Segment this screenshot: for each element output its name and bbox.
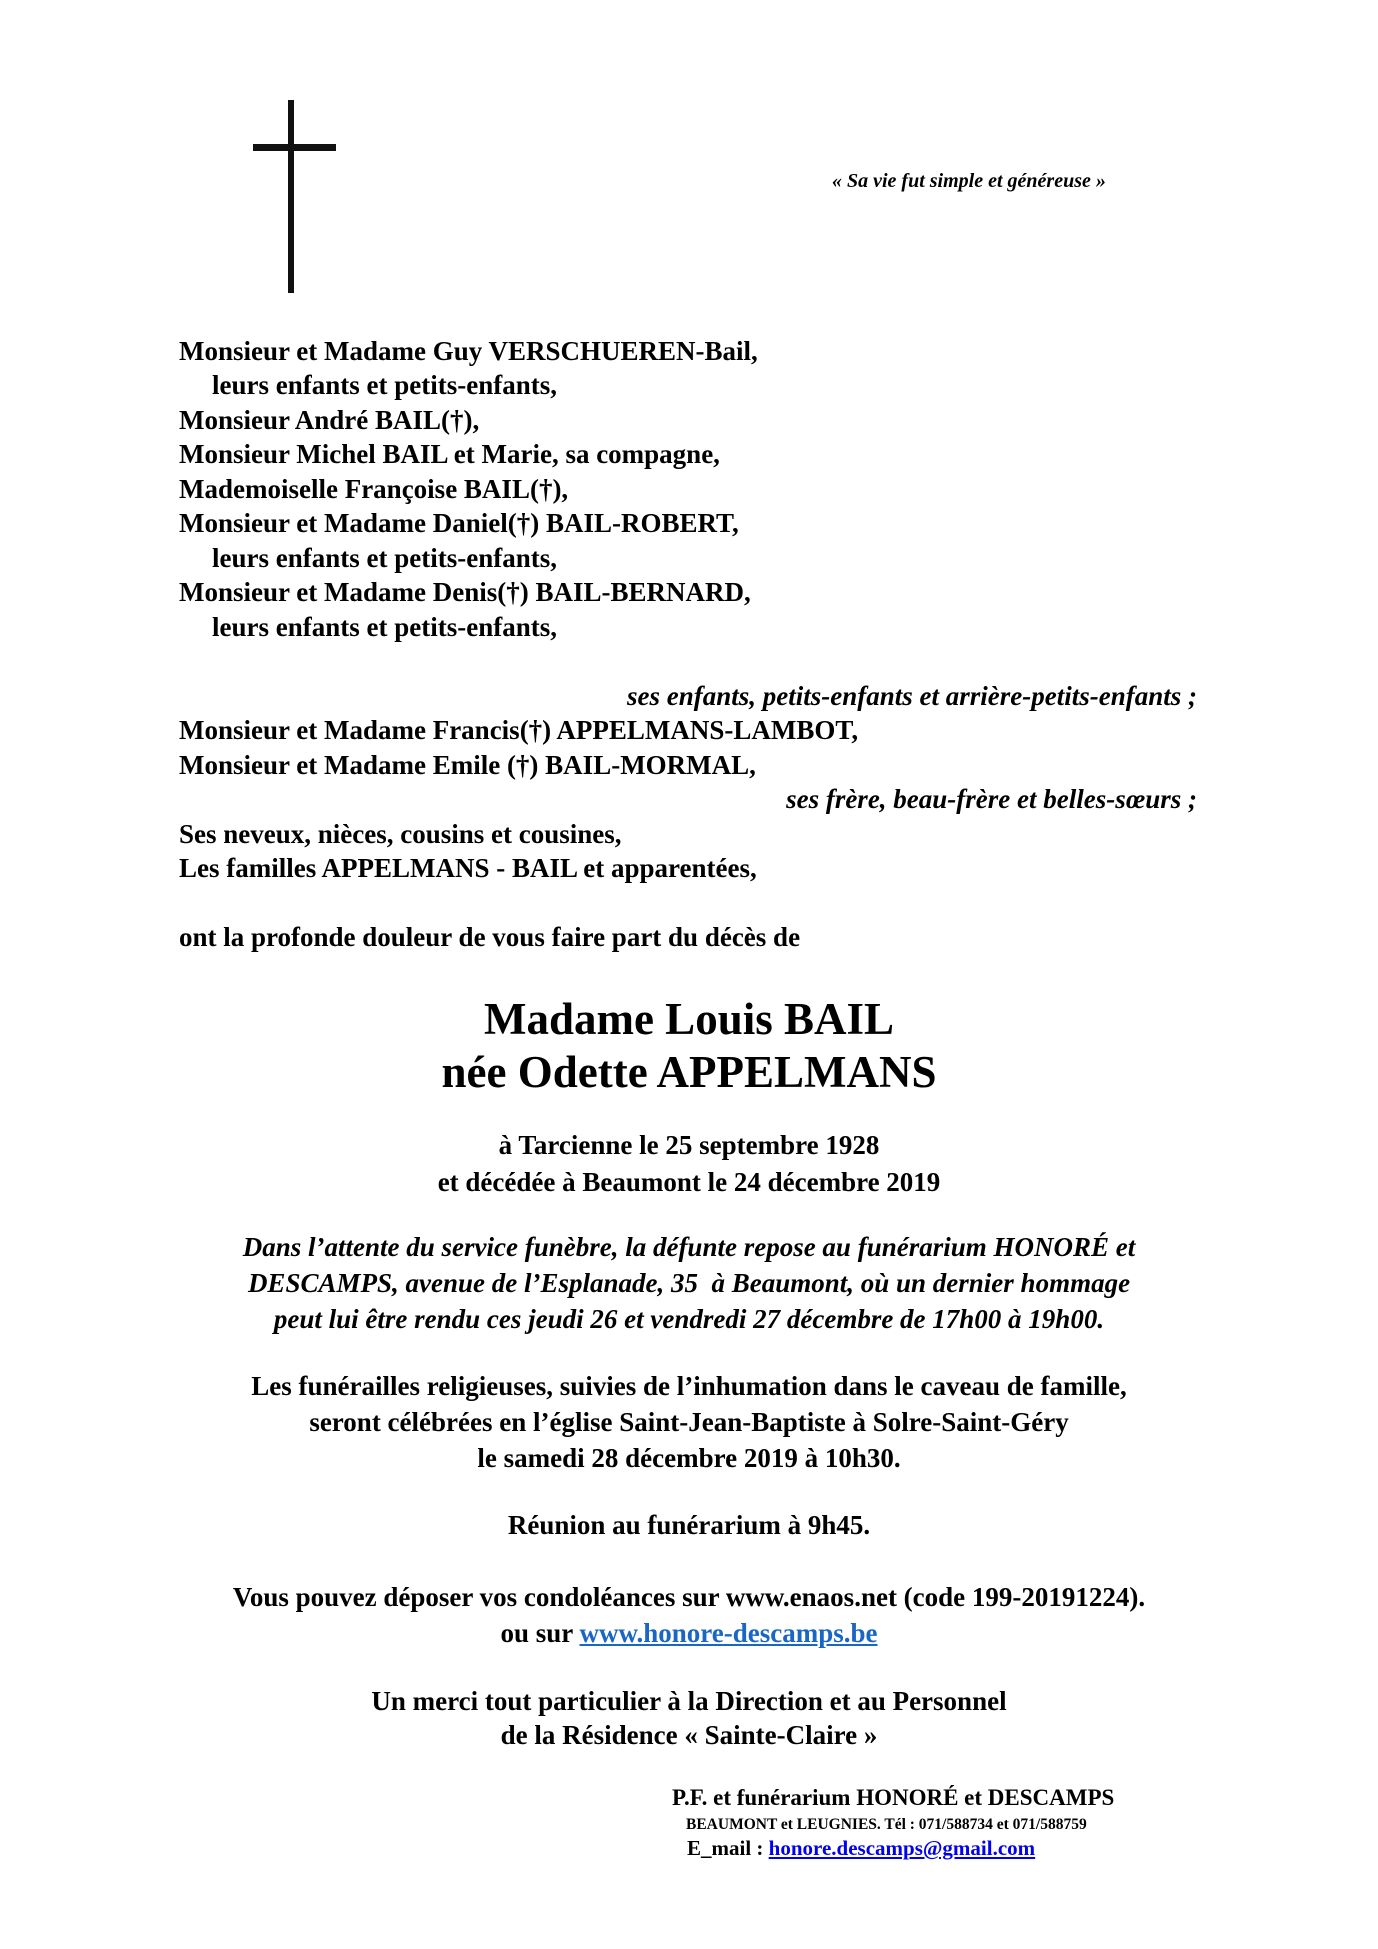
footer-company: P.F. et funérarium HONORÉ et DESCAMPS bbox=[672, 1785, 1115, 1810]
death-info: et décédée à Beaumont le 24 décembre 2019 bbox=[437, 1167, 941, 1197]
family-line: Mademoiselle Françoise BAIL(†), bbox=[179, 474, 569, 504]
deceased-maiden-name: née Odette APPELMANS bbox=[441, 1047, 937, 1097]
deceased-name: Madame Louis BAIL bbox=[483, 994, 895, 1044]
condolences-line: Vous pouvez déposer vos condoléances sur www.enaos.net (code 199-20191224). bbox=[232, 1582, 1146, 1612]
children-summary: ses enfants, petits-enfants et arrière-petits-enfants ; bbox=[627, 681, 1197, 711]
viewing-line: Dans l’attente du service funèbre, la défunte repose au funérarium HONORÉ et bbox=[242, 1232, 1136, 1262]
footer-address: BEAUMONT et LEUGNIES. Tél : 071/588734 et 071/588759 bbox=[686, 1816, 1087, 1833]
relatives-line: Les familles APPELMANS - BAIL et apparentées, bbox=[179, 853, 757, 883]
sibling-line: Monsieur et Madame Emile (†) BAIL-MORMAL, bbox=[179, 750, 756, 780]
footer-email-line bbox=[687, 1835, 1035, 1861]
family-line: Monsieur et Madame Denis(†) BAIL-BERNARD, bbox=[179, 577, 751, 607]
thanks-line: Un merci tout particulier à la Direction et au Personnel bbox=[371, 1686, 1007, 1716]
condolences-link-line bbox=[0, 1616, 1378, 1650]
family-line: leurs enfants et petits-enfants, bbox=[212, 612, 557, 642]
epitaph-quote: « Sa vie fut simple et généreuse » bbox=[832, 170, 1106, 192]
cross-icon-bar bbox=[253, 144, 336, 151]
email-label: E_mail : bbox=[687, 1836, 769, 1860]
funeral-line: Les funérailles religieuses, suivies de l’inhumation dans le caveau de famille, bbox=[251, 1371, 1127, 1401]
siblings-summary: ses frère, beau-frère et belles-sœurs ; bbox=[786, 784, 1197, 814]
funeral-line: le samedi 28 décembre 2019 à 10h30. bbox=[477, 1443, 901, 1473]
family-line: Monsieur et Madame Guy VERSCHUEREN-Bail, bbox=[179, 336, 758, 366]
funeral-line: seront célébrées en l’église Saint-Jean-Baptiste à Solre-Saint-Géry bbox=[309, 1407, 1069, 1437]
announcement: ont la profonde douleur de vous faire part du décès de bbox=[179, 922, 801, 952]
relatives-line: Ses neveux, nièces, cousins et cousines, bbox=[179, 819, 622, 849]
website-link[interactable]: www.honore-descamps.be bbox=[579, 1618, 878, 1648]
viewing-line: DESCAMPS, avenue de l’Esplanade, 35 à Beaumont, où un dernier hommage bbox=[247, 1268, 1131, 1298]
viewing-line: peut lui être rendu ces jeudi 26 et vendredi 27 décembre de 17h00 à 19h00. bbox=[273, 1304, 1105, 1334]
meeting-info: Réunion au funérarium à 9h45. bbox=[507, 1510, 871, 1540]
family-line: leurs enfants et petits-enfants, bbox=[212, 543, 557, 573]
family-line: Monsieur André BAIL(†), bbox=[179, 405, 480, 435]
birth-info: à Tarcienne le 25 septembre 1928 bbox=[498, 1130, 880, 1160]
family-line: Monsieur et Madame Daniel(†) BAIL-ROBERT, bbox=[179, 508, 739, 538]
cross-icon bbox=[288, 100, 294, 293]
thanks-line: de la Résidence « Sainte-Claire » bbox=[500, 1720, 878, 1750]
condolences-prefix: ou sur bbox=[500, 1618, 580, 1648]
email-link[interactable]: honore.descamps@gmail.com bbox=[768, 1836, 1036, 1860]
family-line: Monsieur Michel BAIL et Marie, sa compagne, bbox=[179, 439, 720, 469]
family-line: leurs enfants et petits-enfants, bbox=[212, 370, 557, 400]
sibling-line: Monsieur et Madame Francis(†) APPELMANS-LAMBOT, bbox=[179, 715, 859, 745]
